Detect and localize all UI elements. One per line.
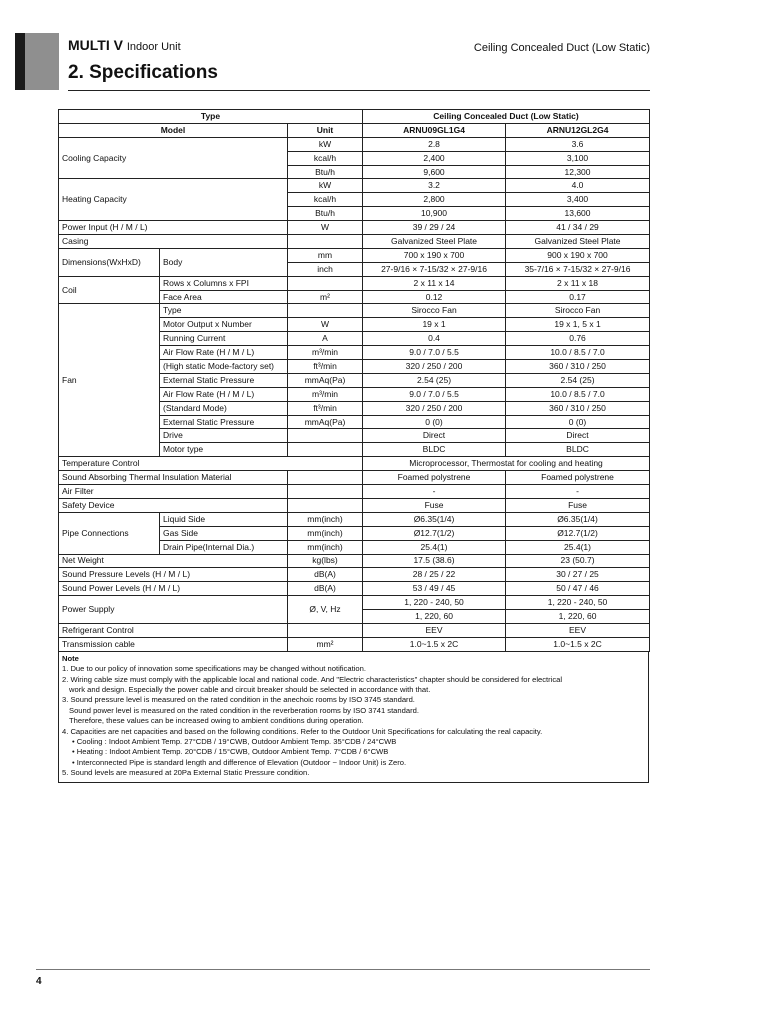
- value-model-b: 35-7/16 × 7-15/32 × 27-9/16: [506, 262, 650, 276]
- spec-sub-label: Body: [160, 248, 288, 276]
- notes-box: [58, 652, 649, 783]
- value-model-b: 0.17: [506, 290, 650, 304]
- value-model-a: 2,800: [363, 193, 506, 207]
- value-model-b: 2.54 (25): [506, 373, 650, 387]
- spec-sub-label: (Standard Mode): [160, 401, 288, 415]
- table-row: [59, 235, 650, 249]
- spec-label: Sound Pressure Levels (H / M / L): [59, 568, 288, 582]
- note-line: Therefore, these values can be increased owing to ambient conditions during operation.: [69, 716, 364, 726]
- value-model-a: Direct: [363, 429, 506, 443]
- note-line: 4. Capacities are net capacities and based on the following conditions. Refer to the Outdoor Unit Specifications for calculating the real capacity.: [62, 726, 543, 736]
- value-model-a: 2 x 11 x 14: [363, 276, 506, 290]
- value-model-b: Direct: [506, 429, 650, 443]
- unit-cell: mm²: [288, 637, 363, 651]
- unit-cell: [288, 485, 363, 499]
- note-line: • Interconnected Pipe is standard length and difference of Elevation (Outdoor ~ Indoor Unit) is Zero.: [72, 757, 407, 767]
- page-title: 2. Specifications: [68, 62, 218, 83]
- value-model-a: 19 x 1: [363, 318, 506, 332]
- value-model-a: Ø6.35(1/4): [363, 512, 506, 526]
- spec-sub-label: Liquid Side: [160, 512, 288, 526]
- value-model-a: EEV: [363, 623, 506, 637]
- value-model-b: BLDC: [506, 443, 650, 457]
- table-row: [59, 568, 650, 582]
- value-model-a: Sirocco Fan: [363, 304, 506, 318]
- spec-group-label: Coil: [59, 276, 160, 304]
- spec-value-merged: Microprocessor, Thermostat for cooling and heating: [363, 457, 650, 471]
- spec-group-label: Pipe Connections: [59, 512, 160, 554]
- spec-sheet: [58, 109, 649, 783]
- model-a-header: ARNU09GL1G4: [363, 123, 506, 137]
- table-row: [59, 471, 650, 485]
- unit-cell: kcal/h: [288, 151, 363, 165]
- brand-title: [68, 37, 181, 53]
- spec-sub-label: Running Current: [160, 332, 288, 346]
- value-model-a: 3.2: [363, 179, 506, 193]
- spec-label: Transmission cable: [59, 637, 288, 651]
- value-model-a: 0.12: [363, 290, 506, 304]
- value-model-a: Galvanized Steel Plate: [363, 235, 506, 249]
- spec-sub-label: Motor Output x Number: [160, 318, 288, 332]
- value-model-b: 1, 220 - 240, 50: [506, 596, 650, 610]
- value-model-b: 30 / 27 / 25: [506, 568, 650, 582]
- value-model-a: 10,900: [363, 207, 506, 221]
- table-row: [59, 596, 650, 610]
- spec-label: Temperature Control: [59, 457, 363, 471]
- table-row: [59, 623, 650, 637]
- model-b-header: ARNU12GL2G4: [506, 123, 650, 137]
- value-model-b: 12,300: [506, 165, 650, 179]
- value-model-a: 25.4(1): [363, 540, 506, 554]
- value-model-b: 4.0: [506, 179, 650, 193]
- unit-cell: kg(lbs): [288, 554, 363, 568]
- value-model-b: 1.0~1.5 x 2C: [506, 637, 650, 651]
- footer-rule: [36, 969, 650, 970]
- spec-label: Sound Power Levels (H / M / L): [59, 582, 288, 596]
- unit-cell: Ø, V, Hz: [288, 596, 363, 624]
- table-row: [59, 179, 650, 193]
- table-row: [59, 457, 650, 471]
- note-line: • Heating : Indoot Ambient Temp. 20°CDB / 15°CWB, Outdoor Ambient Temp. 7°CDB / 6°CWB: [72, 747, 389, 757]
- unit-cell: [288, 429, 363, 443]
- spec-sub-label: Gas Side: [160, 526, 288, 540]
- spec-sub-label: Drain Pipe(Internal Dia.): [160, 540, 288, 554]
- spec-sub-label: (High static Mode-factory set): [160, 360, 288, 374]
- value-model-b: 0.76: [506, 332, 650, 346]
- value-model-b: Ø6.35(1/4): [506, 512, 650, 526]
- unit-cell: kcal/h: [288, 193, 363, 207]
- unit-cell: dB(A): [288, 582, 363, 596]
- unit-cell: kW: [288, 179, 363, 193]
- title-rule: [68, 90, 650, 91]
- spec-sub-label: Air Flow Rate (H / M / L): [160, 387, 288, 401]
- table-row: [59, 221, 650, 235]
- unit-cell: ft³/min: [288, 401, 363, 415]
- note-line: 1. Due to our policy of innovation some specifications may be changed without notification.: [62, 664, 366, 674]
- unit-cell: [288, 443, 363, 457]
- unit-cell: W: [288, 318, 363, 332]
- value-model-b: 0 (0): [506, 415, 650, 429]
- table-row: [59, 248, 650, 262]
- header-tab-grey: [25, 33, 59, 90]
- spec-sub-label: External Static Pressure: [160, 373, 288, 387]
- value-model-b: Galvanized Steel Plate: [506, 235, 650, 249]
- value-model-b: 10.0 / 8.5 / 7.0: [506, 346, 650, 360]
- unit-cell: [288, 276, 363, 290]
- spec-sub-label: Face Area: [160, 290, 288, 304]
- unit-cell: [288, 235, 363, 249]
- unit-cell: mm(inch): [288, 540, 363, 554]
- unit-cell: ft³/min: [288, 360, 363, 374]
- table-row: [59, 110, 650, 124]
- value-model-b: Ø12.7(1/2): [506, 526, 650, 540]
- spec-label: Refrigerant Control: [59, 623, 288, 637]
- spec-label: Power Input (H / M / L): [59, 221, 288, 235]
- spec-label: Sound Absorbing Thermal Insulation Material: [59, 471, 288, 485]
- value-model-a: -: [363, 485, 506, 499]
- unit-cell: mmAq(Pa): [288, 373, 363, 387]
- spec-group-label: Dimensions(WxHxD): [59, 248, 160, 276]
- spec-table: [58, 109, 650, 652]
- value-model-a: Fuse: [363, 498, 506, 512]
- unit-cell: m²: [288, 290, 363, 304]
- header-tab-dark: [15, 33, 25, 90]
- notes-heading: Note: [62, 653, 79, 663]
- value-model-b: 19 x 1, 5 x 1: [506, 318, 650, 332]
- notes-list: [62, 664, 645, 778]
- value-model-a: 320 / 250 / 200: [363, 360, 506, 374]
- value-model-a: 320 / 250 / 200: [363, 401, 506, 415]
- note-line: 5. Sound levels are measured at 20Pa External Static Pressure condition.: [62, 768, 310, 778]
- spec-sub-label: Air Flow Rate (H / M / L): [160, 346, 288, 360]
- table-row: [59, 304, 650, 318]
- unit-cell: W: [288, 221, 363, 235]
- unit-cell: m³/min: [288, 387, 363, 401]
- value-model-b: 1, 220, 60: [506, 610, 650, 624]
- value-model-b: 13,600: [506, 207, 650, 221]
- value-model-a: Foamed polystrene: [363, 471, 506, 485]
- value-model-a: 1.0~1.5 x 2C: [363, 637, 506, 651]
- value-model-b: 360 / 310 / 250: [506, 360, 650, 374]
- spec-sub-label: Motor type: [160, 443, 288, 457]
- value-model-a: 2.54 (25): [363, 373, 506, 387]
- table-row: [59, 582, 650, 596]
- value-model-b: -: [506, 485, 650, 499]
- unit-cell: mm: [288, 248, 363, 262]
- value-model-a: 0 (0): [363, 415, 506, 429]
- value-model-a: 9.0 / 7.0 / 5.5: [363, 387, 506, 401]
- unit-cell: Btu/h: [288, 165, 363, 179]
- table-row: [59, 276, 650, 290]
- brand-name: MULTI V: [68, 37, 123, 53]
- value-model-b: 360 / 310 / 250: [506, 401, 650, 415]
- value-model-b: 3,400: [506, 193, 650, 207]
- table-row: [59, 137, 650, 151]
- spec-sub-label: External Static Pressure: [160, 415, 288, 429]
- brand-subtitle: Indoor Unit: [126, 41, 181, 53]
- spec-label: Net Weight: [59, 554, 288, 568]
- unit-cell: m³/min: [288, 346, 363, 360]
- value-model-a: 27-9/16 × 7-15/32 × 27-9/16: [363, 262, 506, 276]
- value-model-a: 39 / 29 / 24: [363, 221, 506, 235]
- value-model-a: Ø12.7(1/2): [363, 526, 506, 540]
- value-model-a: 9.0 / 7.0 / 5.5: [363, 346, 506, 360]
- value-model-b: 900 x 190 x 700: [506, 248, 650, 262]
- value-model-a: BLDC: [363, 443, 506, 457]
- type-value: Ceiling Concealed Duct (Low Static): [363, 110, 650, 124]
- unit-cell: [288, 623, 363, 637]
- value-model-a: 2.8: [363, 137, 506, 151]
- product-category: Ceiling Concealed Duct (Low Static): [473, 42, 650, 54]
- unit-cell: mmAq(Pa): [288, 415, 363, 429]
- value-model-a: 700 x 190 x 700: [363, 248, 506, 262]
- value-model-b: 23 (50.7): [506, 554, 650, 568]
- spec-label: Safety Device: [59, 498, 288, 512]
- unit-cell: A: [288, 332, 363, 346]
- value-model-a: 2,400: [363, 151, 506, 165]
- value-model-b: EEV: [506, 623, 650, 637]
- value-model-a: 0.4: [363, 332, 506, 346]
- note-line: 3. Sound pressure level is measured on the rated condition in the anechoic rooms by ISO 3745 standard.: [62, 695, 415, 705]
- table-row: [59, 498, 650, 512]
- value-model-a: 9,600: [363, 165, 506, 179]
- table-row: [59, 512, 650, 526]
- value-model-a: 1, 220, 60: [363, 610, 506, 624]
- unit-cell: [288, 471, 363, 485]
- unit-cell: kW: [288, 137, 363, 151]
- note-line: • Cooling : Indoot Ambient Temp. 27°CDB / 19°CWB, Outdoor Ambient Temp. 35°CDB / 24°CWB: [72, 736, 397, 746]
- unit-cell: dB(A): [288, 568, 363, 582]
- spec-label: Air Filter: [59, 485, 288, 499]
- spec-label: Heating Capacity: [59, 179, 288, 221]
- table-row: [59, 637, 650, 651]
- spec-label: Cooling Capacity: [59, 137, 288, 179]
- value-model-b: 3.6: [506, 137, 650, 151]
- spec-table-body: [59, 110, 650, 652]
- type-label: Type: [59, 110, 363, 124]
- spec-group-label: Fan: [59, 304, 160, 457]
- value-model-a: 1, 220 - 240, 50: [363, 596, 506, 610]
- unit-cell: mm(inch): [288, 512, 363, 526]
- value-model-b: 10.0 / 8.5 / 7.0: [506, 387, 650, 401]
- value-model-a: 17.5 (38.6): [363, 554, 506, 568]
- value-model-b: 41 / 34 / 29: [506, 221, 650, 235]
- unit-cell: Btu/h: [288, 207, 363, 221]
- value-model-b: 25.4(1): [506, 540, 650, 554]
- table-row: [59, 485, 650, 499]
- unit-cell: inch: [288, 262, 363, 276]
- value-model-b: Foamed polystrene: [506, 471, 650, 485]
- spec-label: Casing: [59, 235, 288, 249]
- value-model-b: 2 x 11 x 18: [506, 276, 650, 290]
- value-model-b: 3,100: [506, 151, 650, 165]
- value-model-b: 50 / 47 / 46: [506, 582, 650, 596]
- unit-cell: [288, 304, 363, 318]
- note-line: 2. Wiring cable size must comply with the applicable local and national code. And "Electric characteristics" chapter should be considered for electrical: [62, 674, 563, 684]
- unit-cell: [288, 498, 363, 512]
- spec-sub-label: Drive: [160, 429, 288, 443]
- page-number: 4: [36, 976, 42, 987]
- table-row: [59, 123, 650, 137]
- spec-sub-label: Rows x Columns x FPI: [160, 276, 288, 290]
- model-header: Model: [59, 123, 288, 137]
- note-line: Sound power level is measured on the rated condition in the reverberation rooms by ISO 3741 standard.: [69, 705, 419, 715]
- unit-header: Unit: [288, 123, 363, 137]
- unit-cell: mm(inch): [288, 526, 363, 540]
- value-model-a: 53 / 49 / 45: [363, 582, 506, 596]
- spec-sub-label: Type: [160, 304, 288, 318]
- value-model-b: Sirocco Fan: [506, 304, 650, 318]
- value-model-a: 28 / 25 / 22: [363, 568, 506, 582]
- value-model-b: Fuse: [506, 498, 650, 512]
- note-line: work and design. Especially the power cable and circuit breaker should be selected in accordance with that.: [69, 684, 431, 694]
- table-row: [59, 554, 650, 568]
- spec-label: Power Supply: [59, 596, 288, 624]
